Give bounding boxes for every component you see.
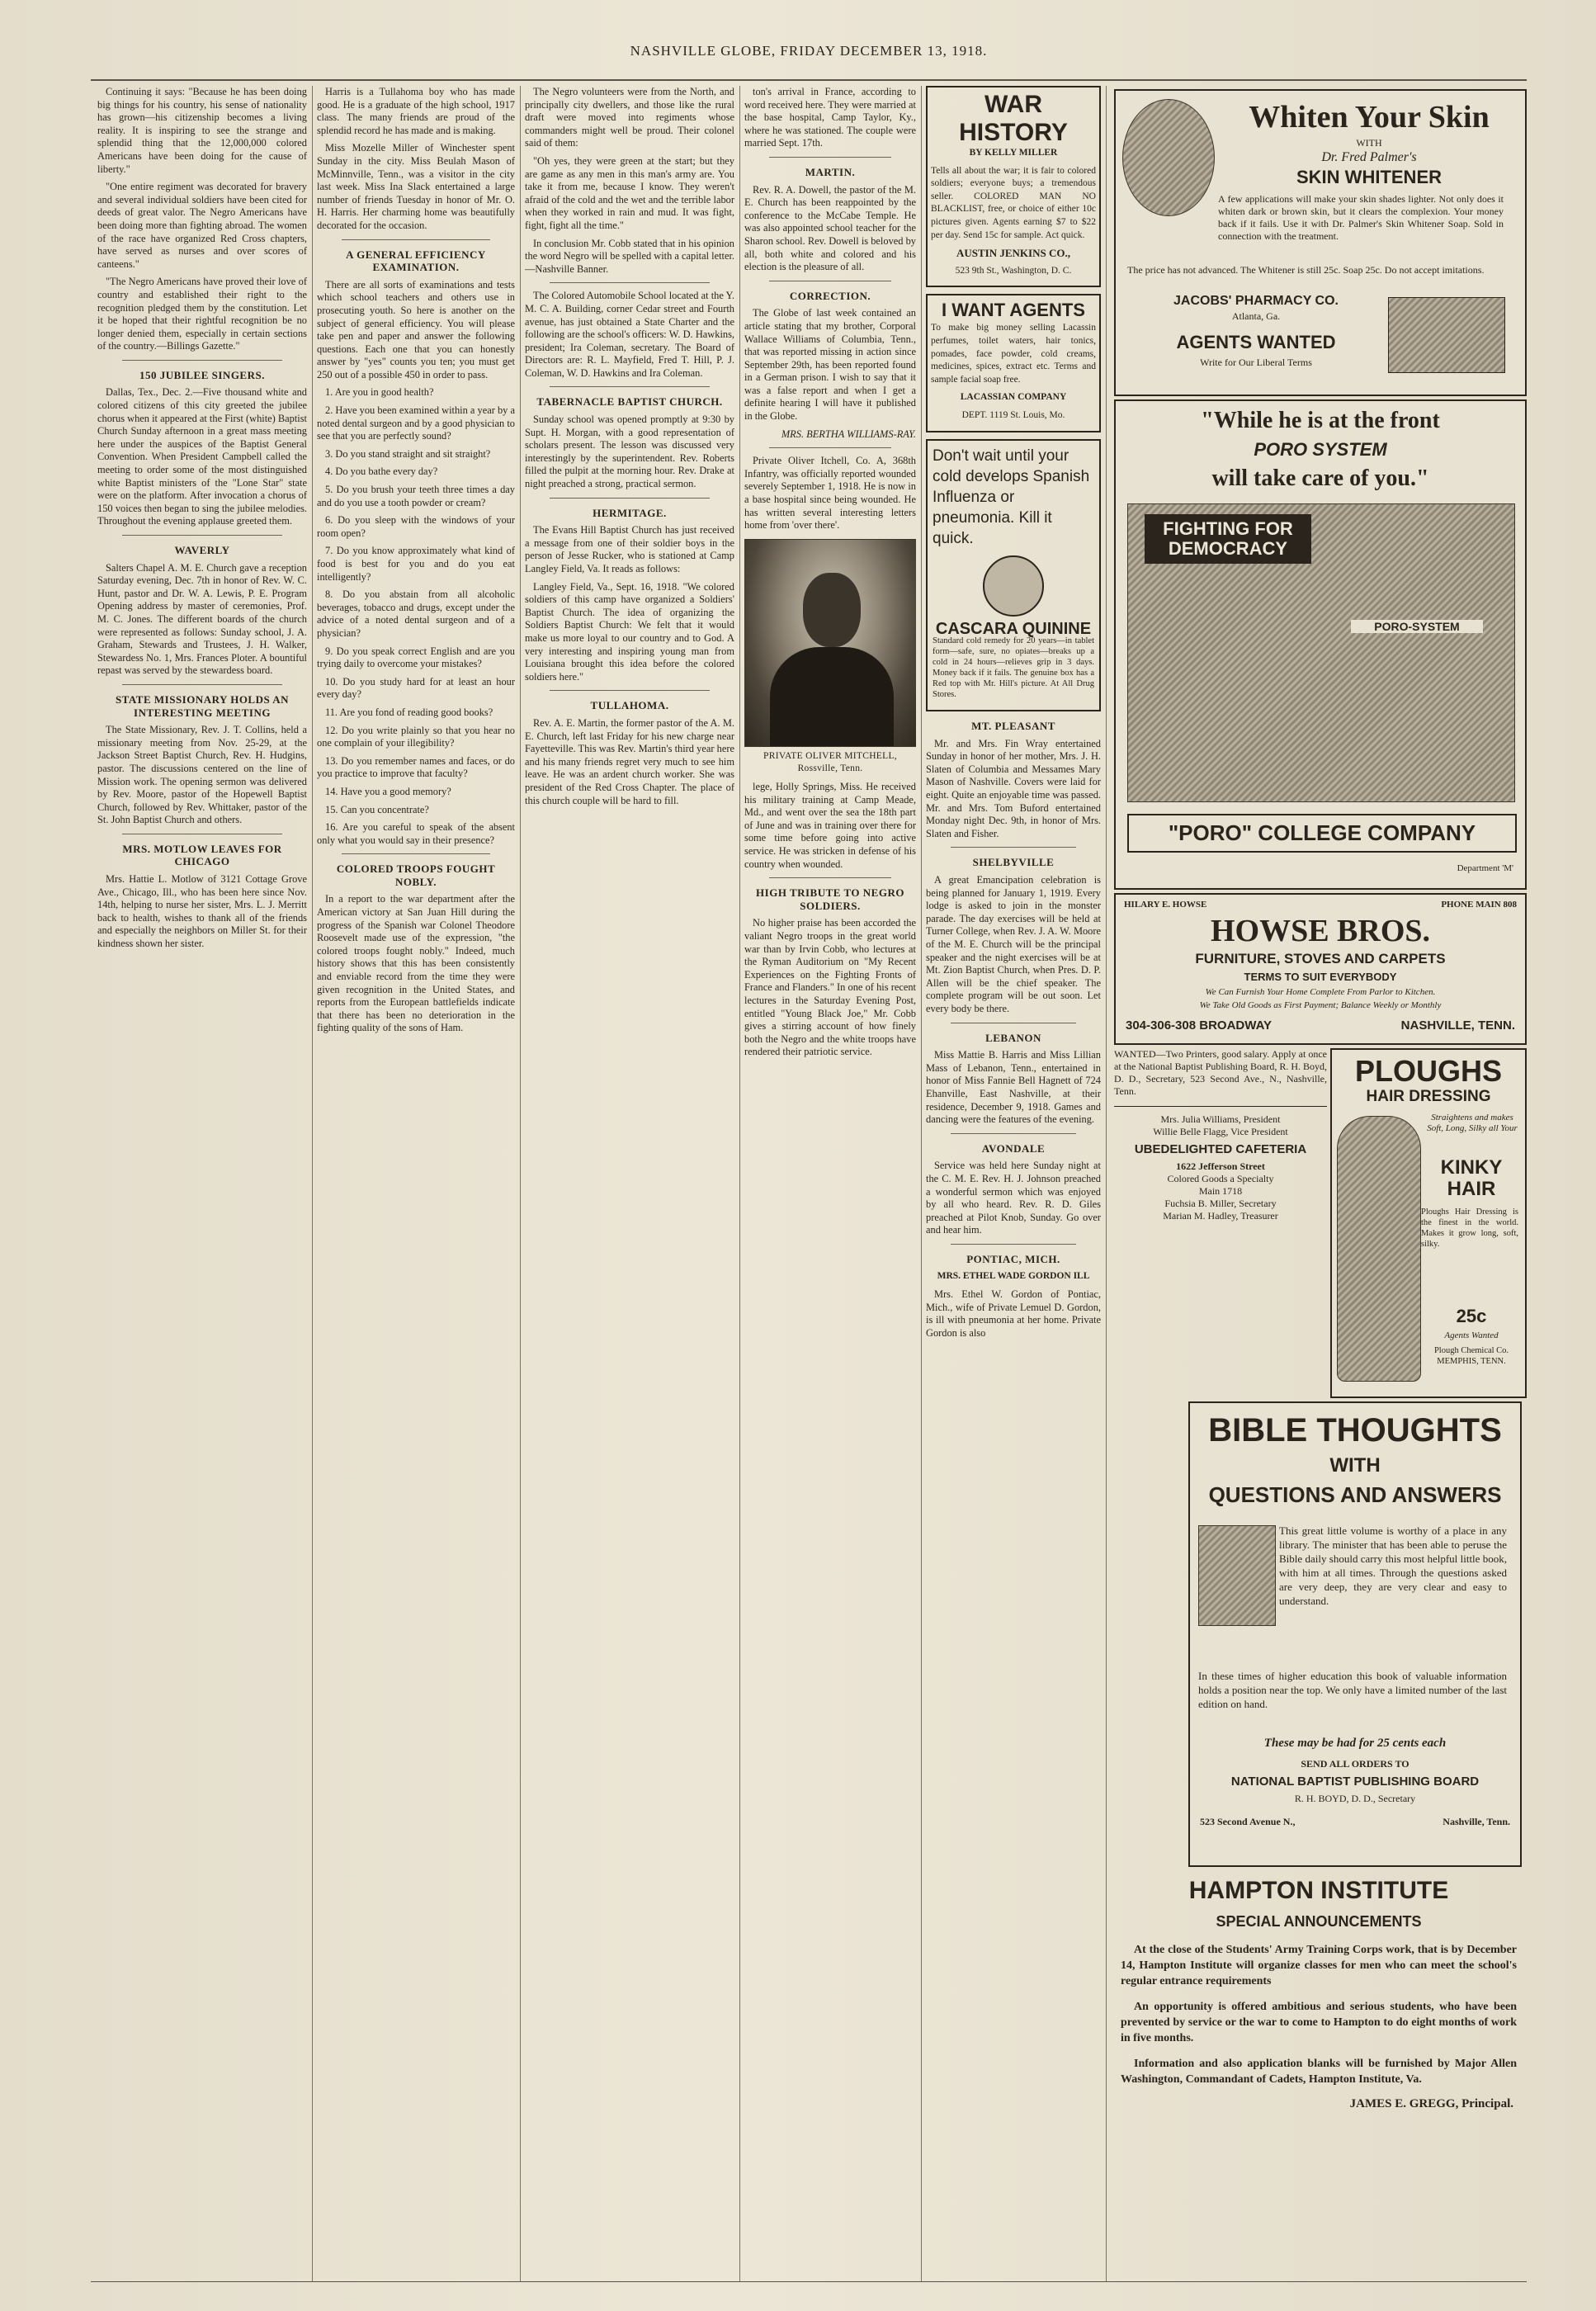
ad-title: AGENTS WANTED [1176,332,1336,352]
ad-text: WITH [1329,1454,1381,1477]
column-4 [744,86,916,2281]
ad-text: In these times of higher education this book of valuable information holds a position near the top. We only have a limited number of the last edition on hand. [1198,1670,1507,1710]
article-text: Rev. A. E. Martin, the former pastor of the A. M. E. Church, left last Friday for his new charge near Fayetteville. This was Rev. Martin's third year here and his many friends regret very much to see him leave. He was an ardent church worker. She was president of the Red Cross Chapter. The place of this church couple will be hard to fill. [525,716,734,806]
cafeteria-ad [1114,1106,1327,1222]
notice-text: At the close of the Students' Army Training Corps work, that is by December 14, Hampton Institute will organize classes for men who can meet the school's regular entrance requirements [1121,1944,1517,1987]
wanted-ad: WANTED—Two Printers, good salary. Apply at once at the National Baptist Publishing Board, R. H. Boyd, D. D., Secretary, 523 Second Ave., N., Nashville, Tenn. [1114,1048,1327,1097]
divider [951,1244,1076,1245]
divider [550,690,710,691]
ad-text: Mrs. Julia Williams, President [1160,1113,1281,1125]
ad-title: PLOUGHS [1354,1054,1502,1088]
whiten-skin-ad [1114,89,1527,396]
headline: HERMITAGE. [593,506,667,519]
ad-title: WAR HISTORY [959,91,1068,146]
article-text: Salters Chapel A. M. E. Church gave a reception Saturday evening, Dec. 7th in honor of Rev. W. C. Hunt, pastor and Dr. W. A. Lewis, P. E. Program Opening address by master of ceremonies, Prof. M. C. Jones. The different boards of the church were represented as follows: Sunday school, J. A. Graham, Stewards and Trustees, J. H. Walker, Stewardess No. 1, Mrs. Frances Ploter. A bountiful repast was served by the stewardess board. [97,561,307,677]
ad-company: "PORO" COLLEGE COMPANY [1127,814,1517,853]
ad-text: We Can Furnish Your Home Complete From Parlor to Kitchen. [1205,987,1436,997]
ad-title: CASCARA QUININE [935,619,1092,638]
notice-subtitle: SPECIAL ANNOUNCEMENTS [1216,1913,1422,1930]
notice-text: Information and also application blanks will be furnished by Major Allen Washington, Commandant of Cadets, Hampton Institute, Va. [1121,2058,1517,2086]
question: 3. Do you stand straight and sit straight? [325,447,491,460]
ad-city: Nashville, Tenn. [1443,1816,1510,1827]
headline: TABERNACLE BAPTIST CHURCH. [536,395,723,409]
ad-title: HOWSE BROS. [1210,914,1431,948]
ad-text: Agents Wanted [1444,1330,1499,1340]
ad-company: NATIONAL BAPTIST PUBLISHING BOARD [1230,1775,1480,1789]
divider [951,1133,1076,1134]
ad-text: Write for Our Liberal Terms [1200,357,1312,368]
portrait-face [803,573,861,647]
ploughs-hair-ad [1330,1048,1527,1398]
ad-text: Fuchsia B. Miller, Secretary [1164,1198,1277,1209]
long-hair-woman-icon [1337,1116,1421,1382]
article-text: The Negro volunteers were from the North, and principally city dwellers, and those like the rural draft were moved into regiments whose commanders might well be proud. Their colonel said of them: [525,86,734,149]
ad-text: SEND ALL ORDERS TO [1301,1758,1409,1770]
headline: TULLAHOMA. [590,699,669,712]
article-text: "The Negro Americans have proved their love of country and established their right to the recognition pledged them by the constitution. Let it be hoped that their rightful recognition be no longer denied them, especially in certain sections of the country.—Billings Gazette." [97,276,307,352]
ad-text: Straightens and makes Soft, Long, Silky all Your [1427,1113,1518,1133]
ad-address: 304-306-308 BROADWAY [1126,1018,1273,1033]
ad-text: Standard cold remedy for 20 years—in tablet form—safe, sure, no opiates—breaks up a cold in 24 hours—relieves grip in 3 days. Money back if it fails. The genuine box has a Red top with Mr. Hill's picture. At All Drug Stores. [933,636,1094,700]
ad-subtitle: FURNITURE, STOVES AND CARPETS [1195,951,1446,966]
headline: STATE MISSIONARY HOLDS AN INTERESTING MEETING [115,692,290,719]
ad-address: 1622 Jefferson Street [1176,1160,1265,1172]
cascara-ad [926,439,1101,712]
question: 13. Do you remember names and faces, or do you practice to improve that faculty? [317,754,515,780]
bible-thoughts-ad [1188,1401,1522,1867]
headline: COLORED TROOPS FOUGHT NOBLY. [336,862,496,888]
woman-portrait-icon [1122,99,1215,216]
column-rule [520,86,521,2281]
ad-text: The price has not advanced. The Whitener is still 25c. Soap 25c. Do not accept imitations. [1127,264,1485,276]
headline: SHELBYVILLE [972,856,1055,869]
book-icon [1198,1525,1276,1626]
ad-brand: PORO SYSTEM [1254,439,1387,460]
ad-text: R. H. BOYD, D. D., Secretary [1294,1793,1416,1804]
article-text: There are all sorts of examinations and tests which school teachers and others use in prosecuting youth. So here is another on the subject of general efficiency. You will please take pen and paper and answer the following questions. Each one that you can honestly answer by "yes" counts you ten; you must get 250 out of a possible 450 in order to pass. [317,278,515,380]
divider [122,684,282,685]
ad-brand: PORO-SYSTEM [1351,620,1483,633]
headline: AVONDALE [981,1141,1046,1155]
ad-byline: BY KELLY MILLER [969,148,1058,158]
ad-address: AUSTIN JENKINS CO., [956,247,1070,260]
divider [122,360,282,361]
article-text: The Colored Automobile School located at the Y. M. C. A. Building, corner Cedar street and Fourth avenue, has just obtained a State Charter and the following are the school's officers: W. D. Hawkins, president; Ira Coleman, secretary. The Board of Directors are: R. L. Mayfield, Fred T. Hill, P. J. Coleman, W. D. Hawkins and Ira Coleman. [525,290,734,379]
article-text: Sunday school was opened promptly at 9:30 by Supt. H. Morgan, with a good representation of scholars present. The lesson was discussed very interestingly by the superintendent. Rev. Roberts filled the pulpit at the morning hour. Rev. Drake at night preached a strong, practical sermon. [525,414,734,490]
article-text: A great Emancipation celebration is being planned for January 1, 1919. Every lodge is asked to join in the monster parade. The day exercises will be held at Turner College, when Rev. J. A. W. Moore of the M. E. Church will be the principal speaker and the night exercises will be at Mt. Zion Baptist Church, when Pres. D. P. Allen will be the chief speaker. The complete program will be out soon. Let every body be there. [926,874,1101,1014]
ad-title: "While he is at the front [1201,408,1440,433]
ad-text: We Take Old Goods as First Payment; Balance Weekly or Monthly [1199,1000,1442,1010]
headline: A GENERAL EFFICIENCY EXAMINATION. [346,248,486,274]
column-rule [739,86,740,2281]
divider [122,535,282,536]
article-text: The Evans Hill Baptist Church has just received a message from one of their soldier boys in the person of Jesse Rucker, who is stationed at Camp Langley Field, Va. It reads as follows: [525,524,734,574]
ad-address: DEPT. 1119 St. Louis, Mo. [961,409,1065,420]
divider [550,498,710,499]
article-text: Miss Mattie B. Harris and Miss Lillian Mass of Lebanon, Tenn., entertained in honor of Miss Fannie Bell Hagnett of 724 Ehanville, East Nashville, at their residence, December 9, 1918. Games and dancing were the features of the evening. [926,1049,1101,1126]
article-text: Miss Mozelle Miller of Winchester spent Sunday in the city. Miss Beulah Mason of McMinnville, Tenn., was a visitor in the city last week. Miss Ina Slack entertained a large number of friends Tuesday in honor of Mr. O. H. Harris. Her charming home was beautifully decorated for the occasion. [317,142,515,231]
divider [550,386,710,387]
war-history-ad [926,86,1101,287]
column-3 [525,86,734,2281]
article-text: Continuing it says: "Because he has been doing big things for his country, his sense of nationality has grown—his citizenship becomes a living reality. It is inspiring to see the strange and splendid thing that the 12,000,000 colored Americans have been doing for the cause of liberty." [97,86,307,175]
ad-city: Atlanta, Ga. [1231,310,1281,322]
ad-address: 523 9th St., Washington, D. C. [955,265,1072,276]
notice-title: HAMPTON INSTITUTE [1188,1877,1449,1904]
ad-text: Colored Goods a Specialty [1167,1173,1274,1184]
question: 5. Do you brush your teeth three times a day and do you use a tooth powder or cream? [317,484,515,508]
article-text: Mrs. Hattie L. Motlow of 3121 Cottage Grove Ave., Chicago, Ill., who has been here since Nov. 14th, helping to nurse her sister, Mrs. L. J. Merritt back to health, wishes to thank all of the friends and especially the neighbors on Miller St. for their kindness shown her sister. [97,873,307,950]
article-text: Harris is a Tullahoma boy who has made good. He is a graduate of the high school, 1917 class. The many friends are proud of the splendid record he has made and is making. [317,86,515,136]
headline: WAVERLY [174,544,230,556]
ad-text: HILARY E. HOWSE [1124,900,1207,910]
article-text: "One entire regiment was decorated for bravery and several individual soldiers have been cited for deeds of great valor. The Negro Americans have been doing more than fighting abroad. The women of the race have organized Red Cross chapters, have served as nurses and over scores of canteens." [97,181,307,270]
ad-price: 25c [1456,1306,1487,1326]
question: 15. Can you concentrate? [325,803,429,815]
product-box-icon [1388,297,1505,373]
article-text: ton's arrival in France, according to word received here. They were married at the base hospital, Camp Taylor, Ky., where he was stationed. The couple were married Sept. 17th. [744,86,916,149]
ad-text: TERMS TO SUIT EVERYBODY [1244,971,1397,983]
article-text: lege, Holly Springs, Miss. He received his military training at Camp Meade, Md., and went over the sea the 18th part of June and was in training over there for some time before going into active service. He was stricken in defense of his country when wounded. [744,781,916,870]
signature: MRS. BERTHA WILLIAMS-RAY. [781,428,916,440]
headline: PONTIAC, MICH. [966,1252,1060,1265]
question: 11. Are you fond of reading good books? [325,706,493,718]
portrait-photo [744,539,916,747]
ad-address: LACASSIAN COMPANY [960,392,1067,403]
column-1 [97,86,307,2281]
top-rule [91,79,1527,81]
question: 6. Do you sleep with the windows of your room open? [317,514,515,539]
article-text: In a report to the war department after the American victory at San Juan Hill during the progress of the Spanish war Colonel Theodore Roosevelt made use of the expression, "the colored troops fought nobly." Indeed, much history shows that this has been consistently and enviable record from the time they were given recognition in the United States, and reports from the European battlefields indicate that there has been no deterioration in the fighting quality of the sons of Ham. [317,893,515,1034]
classified-block [1114,1048,1327,1395]
headline: CORRECTION. [789,289,871,302]
bottom-rule [91,2281,1527,2282]
question: 7. Do you know approximately what kind of food is best for you and do you eat intelligently? [317,545,515,583]
headline: MRS. MOTLOW LEAVES FOR CHICAGO [122,842,282,868]
ad-title: will take care of you." [1211,466,1429,491]
article-text: The State Missionary, Rev. J. T. Collins, held a missionary meeting from Nov. 25-29, at the Jackson Street Baptist Church, Rev. H. Hudgins, pastor. The discussions centered on the line of Mission work. The opening sermon was delivered by Rev. Moore, pastor of the Hopewell Baptist Church, followed by Rev. Whittaker, pastor of the St. John Baptist Church and others. [97,724,307,826]
headline: MARTIN. [805,165,856,178]
ad-company: Plough Chemical Co. MEMPHIS, TENN. [1433,1346,1509,1366]
ad-subtitle: QUESTIONS AND ANSWERS [1208,1482,1502,1507]
question: 4. Do you bathe every day? [325,466,438,478]
ad-text: Marian M. Hadley, Treasurer [1163,1210,1278,1222]
article-text: Rev. R. A. Dowell, the pastor of the M. E. Church has been reappointed by the conference to the McCabe Temple. He was also appointed school teacher for the Sharon school. Rev. Dowell is beloved by all, both white and colored and his election is the pleasure of all. [744,183,916,273]
divider [769,447,891,448]
question: 12. Do you write plainly so that you hear no one complain of your illegibility? [317,724,515,749]
ad-title: I WANT AGENTS [942,300,1085,321]
photo-caption: PRIVATE OLIVER MITCHELL, Rossville, Tenn. [763,750,897,774]
divider [769,157,891,158]
ad-text: PHONE MAIN 808 [1441,900,1517,910]
question: 9. Do you speak correct English and are you trying daily to overcome your mistakes? [317,645,515,670]
ad-title: UBEDELIGHTED CAFETERIA [1134,1142,1307,1156]
article-text: Service was held here Sunday night at the C. M. E. Rev. H. J. Johnson preached a wonderful sermon which was enjoyed by all who heard. Rev. R. D. Giles preached at Pilot Knob, Sunday. Go over and hear him. [926,1160,1101,1236]
ad-title: Whiten Your Skin [1249,100,1490,135]
column-rule [921,86,922,2281]
ad-text: Ploughs Hair Dressing is the finest in the world. Makes it grow long, soft, silky. [1421,1207,1518,1249]
ad-text: Tells all about the war; it is fair to colored soldiers; everyone buys; a tremendous seller. COLORED MAN NO BLACKLIST, free, or choice of either 10c pictures given. Agents earning $7 to $22 per day. Send 15c for sample. Act quick. [931,165,1096,240]
divider [951,847,1076,848]
ad-text: Don't wait until your cold develops Spanish Influenza or pneumonia. Kill it quick. [933,447,1090,547]
poro-system-ad [1114,399,1527,890]
question: 10. Do you study hard for at least an hour every day? [317,675,515,701]
question: 16. Are you careful to speak of the absent only what you would say in their presence? [317,821,515,846]
masthead-text: NASHVILLE GLOBE, FRIDAY DECEMBER 13, 1918. [630,43,988,59]
article-text: Langley Field, Va., Sept. 16, 1918. "We colored soldiers of this camp have organized a Soldiers' Baptist Church. The idea of organizing the Soldiers Baptist Church: We felt that it would make us more loyal to our country and to God. A very interesting and inspiring young man from Louisiana brought this idea before the colored soldiers here." [525,580,734,683]
article-text: "Oh yes, they were green at the start; but they are game as any men in this man's army are. You take it from me, because I know. They weren't afraid of the cold and the wet and the terrible labor when they worked in rain and mud. It was fight, fight, fight all the time." [525,154,734,231]
headline: HIGH TRIBUTE TO NEGRO SOLDIERS. [756,886,904,912]
ad-subtitle: HAIR DRESSING [1366,1088,1491,1105]
headline: LEBANON [985,1031,1041,1044]
ad-text: To make big money selling Lacassin perfumes, toilet waters, hair tonics, pomades, face powder, cold creams, medicines, spices, extract etc. Terms and sample facial soap free. [931,323,1096,385]
headline: 150 JUBILEE SINGERS. [139,368,265,381]
ad-phone: Main 1718 [1198,1185,1243,1197]
ad-text: Department 'M' [1457,863,1513,873]
ad-price: These may be had for 25 cents each [1263,1737,1447,1750]
soldier-illustration-icon [1127,503,1515,802]
article-text: Dallas, Tex., Dec. 2.—Five thousand white and colored citizens of this city greeted the jubilee chorus when it appeared at the First (white) Baptist Church Sunday afternoon in a great mass meeting here under the auspices of the Baptist General Convention. When President Campbell called the meeting to order some of the most distinguished white Baptist ministers of the "Lone Star" state were on the platform. After invocation a chorus of 150 voices then began to sing the jubilee melodies. Throughout the evening applause greeted them. [97,386,307,527]
masthead [91,43,1527,71]
question: 14. Have you a good memory? [325,785,451,797]
howse-bros-ad [1114,893,1527,1045]
divider [769,877,891,878]
ad-text: A few applications will make your skin shades lighter. Not only does it whiten dark or brown skin, but it clears the complexion. Your money back if it fails. Use it with Dr. Palmer's Skin Whitener Soap. Sold in connection with the treatment. [1218,193,1504,242]
divider [342,239,490,240]
headline: MT. PLEASANT [971,720,1055,733]
notice-text: An opportunity is offered ambitious and serious students, who have been prevented by service or the war to come to Hampton to do eight months of work in five months. [1121,2001,1517,2044]
ad-text: WITH [1356,137,1382,149]
subheadline: MRS. ETHEL WADE GORDON ILL [937,1271,1090,1282]
ad-title: SKIN WHITENER [1296,167,1442,187]
ad-text: Dr. Fred Palmer's [1321,150,1417,164]
article-text: Mr. and Mrs. Fin Wray entertained Sunday in honor of her mother, Mrs. J. H. Slaten of Columbia and Messames Mary Mason of Nashville. Covers were laid for eight. Quite an enjoyable time was passed. Mr. and Mrs. Tom Buford entertained Monday night Dec. 9th, in honor of Mrs. Slaten and Fisher. [926,737,1101,839]
ad-text: This great little volume is worthy of a place in any library. The minister that has been able to peruse the Bible daily should carry this most helpful little book, with him at all times. Through the questions asked are very deep, they are very clear and easy to understand. [1279,1524,1507,1607]
column-rule [312,86,313,2281]
portrait-coat [770,647,894,746]
notice-signature: JAMES E. GREGG, Principal. [1349,2097,1513,2110]
divider [550,282,710,283]
question: 8. Do you abstain from all alcoholic beverages, tobacco and drugs, except under the advice of a noted dental surgeon and of a physician? [317,588,515,639]
banner-text: FIGHTING FOR DEMOCRACY [1145,514,1311,564]
bromide-logo-icon [983,555,1044,617]
ad-title: BIBLE THOUGHTS [1208,1412,1502,1449]
question: 2. Have you been examined within a year by a noted dental surgeon and by a good physician to see that you are perfectly sound? [317,404,515,442]
article-text: Private Oliver Itchell, Co. A, 368th Infantry, was officially reported wounded severely September 1, 1918. He is now in a base hospital since being wounded. He has written several interesting letters home from 'over there'. [744,455,916,532]
agents-ad [926,294,1101,432]
ad-company: JACOBS' PHARMACY CO. [1173,294,1339,308]
article-text: The Globe of last week contained an article stating that my brother, Corporal Wallace Williams of Columbia, Tenn., that was reported missing in action since September 29th, has been reported found in a German prison. I wish to say that it was a false report and when I get a definite hearing I will have it published in the Globe. [744,307,916,423]
hampton-institute-notice [1114,1872,1523,2276]
ad-text: Willie Belle Flagg, Vice President [1153,1126,1288,1137]
ad-city: NASHVILLE, TENN. [1400,1018,1515,1033]
ad-title: KINKY HAIR [1440,1156,1503,1200]
article-text: No higher praise has been accorded the valiant Negro troops in the great world war than by Irvin Cobb, who lectures at the Ryman Auditorium on "My Recent Experiences on the Fighting Fronts of France and Flanders." In one of his recent lectures in the Saturday Evening Post, entitled "Young Black Joe," Mr. Cobb gives a stirring account of how finely both the Negro and the white troops have rendered their patriotic service. [744,917,916,1058]
article-text: In conclusion Mr. Cobb stated that in his opinion the word Negro will be spelled with a capital letter.—Nashville Banner. [525,237,734,275]
question: 1. Are you in good health? [325,386,434,399]
column-2 [317,86,515,2281]
ad-address: 523 Second Avenue N., [1200,1816,1296,1827]
column-5 [926,86,1101,2281]
divider [342,853,490,854]
article-text: Mrs. Ethel W. Gordon of Pontiac, Mich., wife of Private Lemuel D. Gordon, is ill with pneumonia at her home. Private Gordon is also [926,1288,1101,1339]
column-rule [1106,86,1107,2281]
